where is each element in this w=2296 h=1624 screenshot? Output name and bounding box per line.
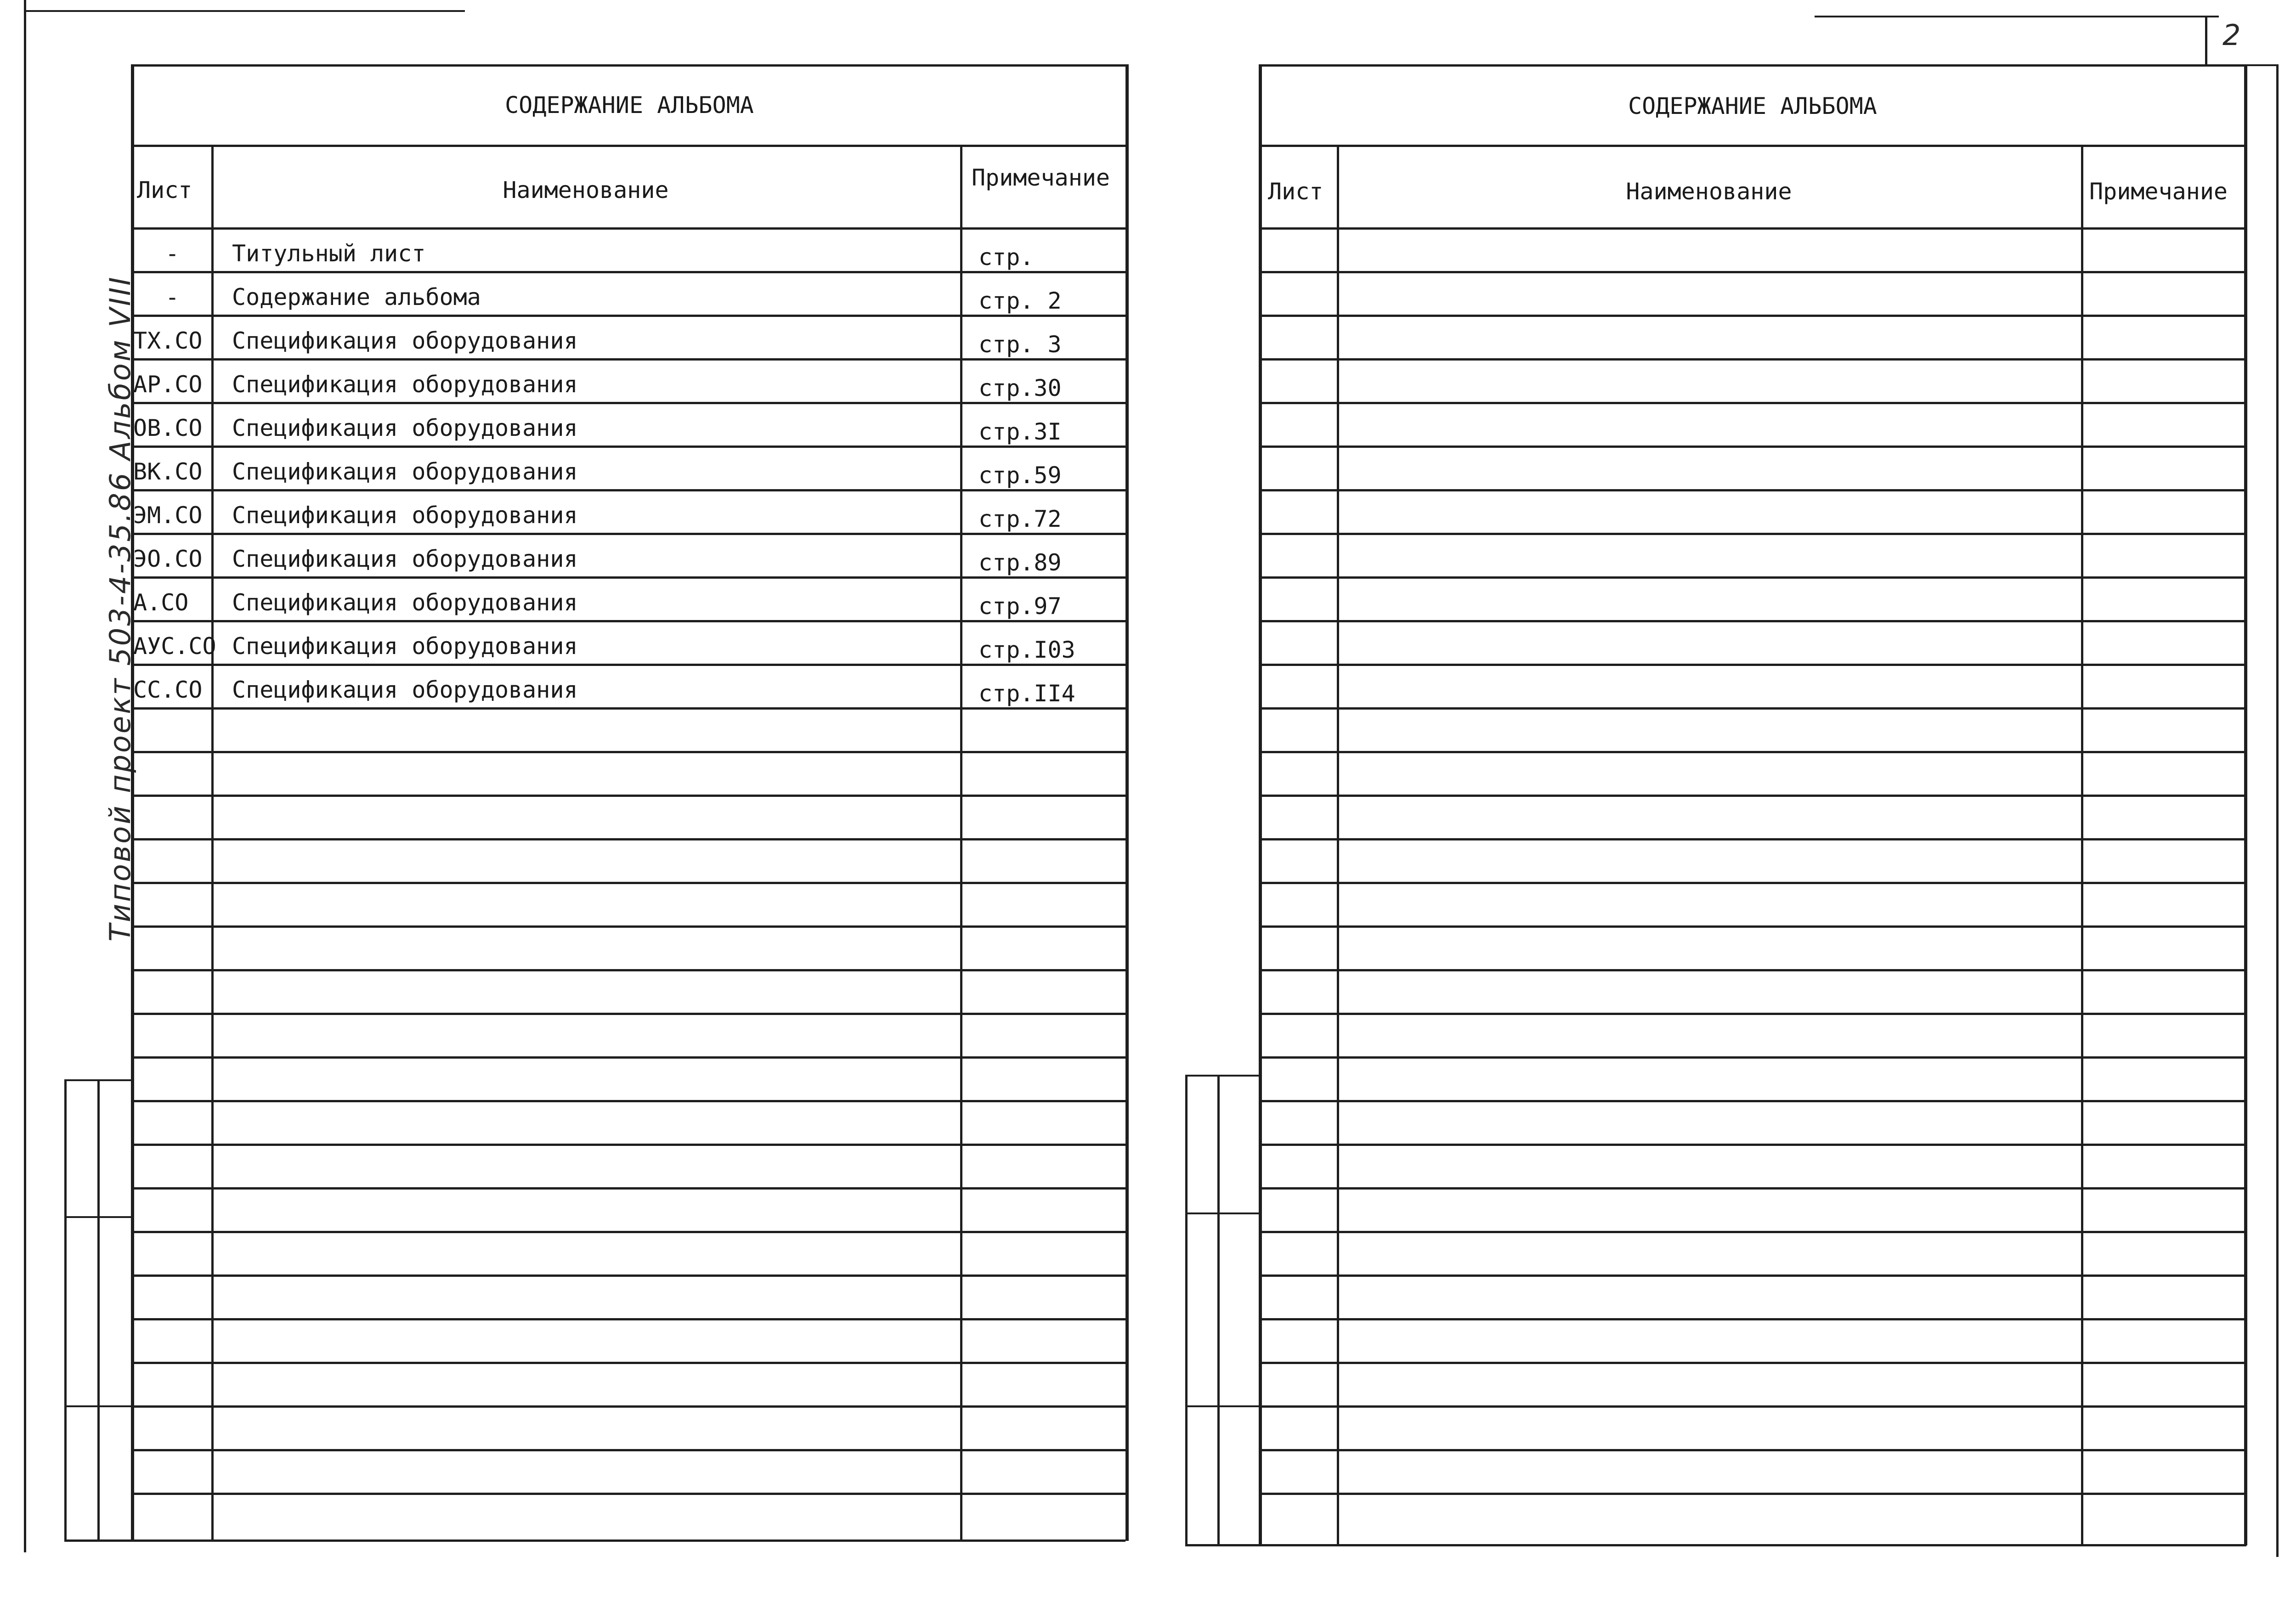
left-stamp-box-top [64, 1079, 133, 1081]
row-name: Титульный лист [232, 240, 426, 267]
left-row-line [132, 1013, 1126, 1015]
left-row-line [132, 969, 1126, 971]
left-row-line [132, 402, 1126, 404]
right-table-left-border [1259, 64, 1262, 1545]
right-row-line [1260, 1231, 2245, 1233]
right-header-sheet: Лист [1268, 178, 1323, 205]
right-stamp-box-low [1185, 1405, 1259, 1407]
right-row-line [1260, 1405, 2245, 1408]
left-table-header-border [131, 227, 1128, 230]
left-row-line [132, 925, 1126, 928]
left-row-line [132, 1274, 1126, 1277]
left-row-line [132, 1100, 1126, 1102]
right-header-name: Наименование [1626, 178, 1792, 205]
page-number-divider [2205, 16, 2207, 66]
right-row-line [1260, 620, 2245, 622]
row-note: стр.30 [978, 375, 1062, 401]
row-sheet-code: ВК.СО [133, 458, 203, 485]
left-row-line [132, 1493, 1126, 1495]
left-table-title: СОДЕРЖАНИЕ АЛЬБОМА [505, 92, 754, 118]
row-sheet-code: - [165, 284, 180, 310]
right-row-line [1260, 1449, 2245, 1451]
right-stamp-box-divider [1217, 1075, 1220, 1545]
row-sheet-code: - [165, 240, 180, 267]
left-col-note-divider [960, 145, 962, 1541]
row-name: Спецификация оборудования [232, 546, 578, 572]
right-table-right-border [2244, 64, 2247, 1545]
left-row-line [132, 795, 1126, 797]
left-row-line [132, 620, 1126, 622]
row-note: стр.72 [978, 506, 1062, 532]
right-row-line [1260, 1493, 2245, 1495]
row-name: Спецификация оборудования [232, 415, 578, 441]
left-header-note: Примечание [972, 164, 1110, 191]
frame-top-line-right [1815, 16, 2219, 17]
right-table-bottom-border [1185, 1544, 2246, 1546]
row-note: стр.II4 [978, 680, 1075, 707]
right-row-line [1260, 402, 2245, 404]
row-name: Спецификация оборудования [232, 458, 578, 485]
right-row-line [1260, 489, 2245, 491]
left-table-top-border [131, 64, 1128, 67]
right-stamp-box-edge [1185, 1075, 1188, 1545]
row-sheet-code: ТХ.СО [133, 327, 203, 354]
right-row-line [1260, 882, 2245, 884]
right-col-sheet-divider [1337, 145, 1339, 1545]
right-row-line [1260, 751, 2245, 753]
left-row-line [132, 358, 1126, 361]
right-row-line [1260, 664, 2245, 666]
left-row-line [132, 882, 1126, 884]
row-name: Спецификация оборудования [232, 589, 578, 616]
page-number: 2 [2222, 18, 2241, 52]
left-row-line [132, 576, 1126, 579]
right-col-note-divider [2081, 145, 2083, 1545]
left-row-line [132, 838, 1126, 840]
side-stamp: Типовой проект 503-4-35.86 Альбом VIII [103, 275, 137, 942]
left-row-line [132, 489, 1126, 491]
left-stamp-box-edge [64, 1079, 67, 1541]
left-row-line [132, 1231, 1126, 1233]
right-row-line [1260, 1144, 2245, 1146]
right-row-line [1260, 795, 2245, 797]
row-sheet-code: ОВ.СО [133, 415, 203, 441]
row-note: стр.59 [978, 462, 1062, 489]
right-row-line [1260, 1318, 2245, 1320]
left-row-line [132, 1362, 1126, 1364]
right-row-line [1260, 576, 2245, 579]
row-note: стр. 3 [978, 331, 1062, 358]
row-note: стр.3I [978, 418, 1062, 445]
right-row-line [1260, 315, 2245, 317]
left-table-title-border [131, 145, 1128, 147]
left-stamp-box-mid [64, 1216, 133, 1218]
right-row-line [1260, 1100, 2245, 1102]
right-row-line [1260, 533, 2245, 535]
row-sheet-code: АУС.СО [133, 633, 216, 660]
left-row-line [132, 533, 1126, 535]
right-table-title: СОДЕРЖАНИЕ АЛЬБОМА [1628, 93, 1877, 119]
frame-right-edge [2276, 64, 2279, 1557]
left-row-line [132, 1056, 1126, 1059]
row-name: Содержание альбома [232, 284, 481, 310]
right-row-line [1260, 1056, 2245, 1059]
row-sheet-code: ЭО.СО [133, 546, 203, 572]
left-header-name: Наименование [503, 177, 669, 203]
right-row-line [1260, 1274, 2245, 1277]
row-name: Спецификация оборудования [232, 633, 578, 660]
left-stamp-box-low [64, 1405, 133, 1407]
right-row-line [1260, 358, 2245, 361]
row-name: Спецификация оборудования [232, 327, 578, 354]
row-note: стр.97 [978, 593, 1062, 620]
left-col-sheet-divider [211, 145, 214, 1541]
row-note: стр.89 [978, 549, 1062, 576]
row-note: стр. [978, 244, 1034, 271]
right-table-top-border [1259, 64, 2246, 67]
row-note: стр.I03 [978, 637, 1075, 663]
right-row-line [1260, 1013, 2245, 1015]
left-row-line [132, 1318, 1126, 1320]
row-name: Спецификация оборудования [232, 502, 578, 529]
row-note: стр. 2 [978, 288, 1062, 314]
left-row-line [132, 664, 1126, 666]
right-table-title-border [1259, 145, 2246, 147]
row-name: Спецификация оборудования [232, 371, 578, 398]
row-sheet-code: СС.СО [133, 677, 203, 703]
right-row-line [1260, 969, 2245, 971]
right-stamp-box-top [1185, 1075, 1259, 1077]
left-row-line [132, 1405, 1126, 1408]
left-stamp-box-divider [97, 1079, 100, 1541]
left-header-sheet: Лист [137, 177, 192, 203]
right-row-line [1260, 707, 2245, 710]
right-stamp-box-mid [1185, 1212, 1259, 1214]
left-table-bottom-border [64, 1539, 1125, 1542]
right-row-line [1260, 838, 2245, 840]
left-row-line [132, 1187, 1126, 1190]
right-row-line [1260, 1362, 2245, 1364]
left-row-line [132, 1449, 1126, 1451]
frame-top-line-left [24, 10, 465, 12]
right-header-note: Примечание [2089, 178, 2228, 205]
left-row-line [132, 271, 1126, 273]
left-row-line [132, 751, 1126, 753]
left-row-line [132, 707, 1126, 710]
frame-left-edge [24, 0, 26, 1552]
row-sheet-code: АР.СО [133, 371, 203, 398]
right-row-line [1260, 1187, 2245, 1190]
left-row-line [132, 315, 1126, 317]
right-row-line [1260, 271, 2245, 273]
right-row-line [1260, 445, 2245, 448]
row-name: Спецификация оборудования [232, 677, 578, 703]
left-row-line [132, 445, 1126, 448]
row-sheet-code: ЭМ.СО [133, 502, 203, 529]
right-row-line [1260, 925, 2245, 928]
row-sheet-code: А.СО [133, 589, 189, 616]
right-table-header-border [1259, 227, 2246, 230]
left-row-line [132, 1144, 1126, 1146]
